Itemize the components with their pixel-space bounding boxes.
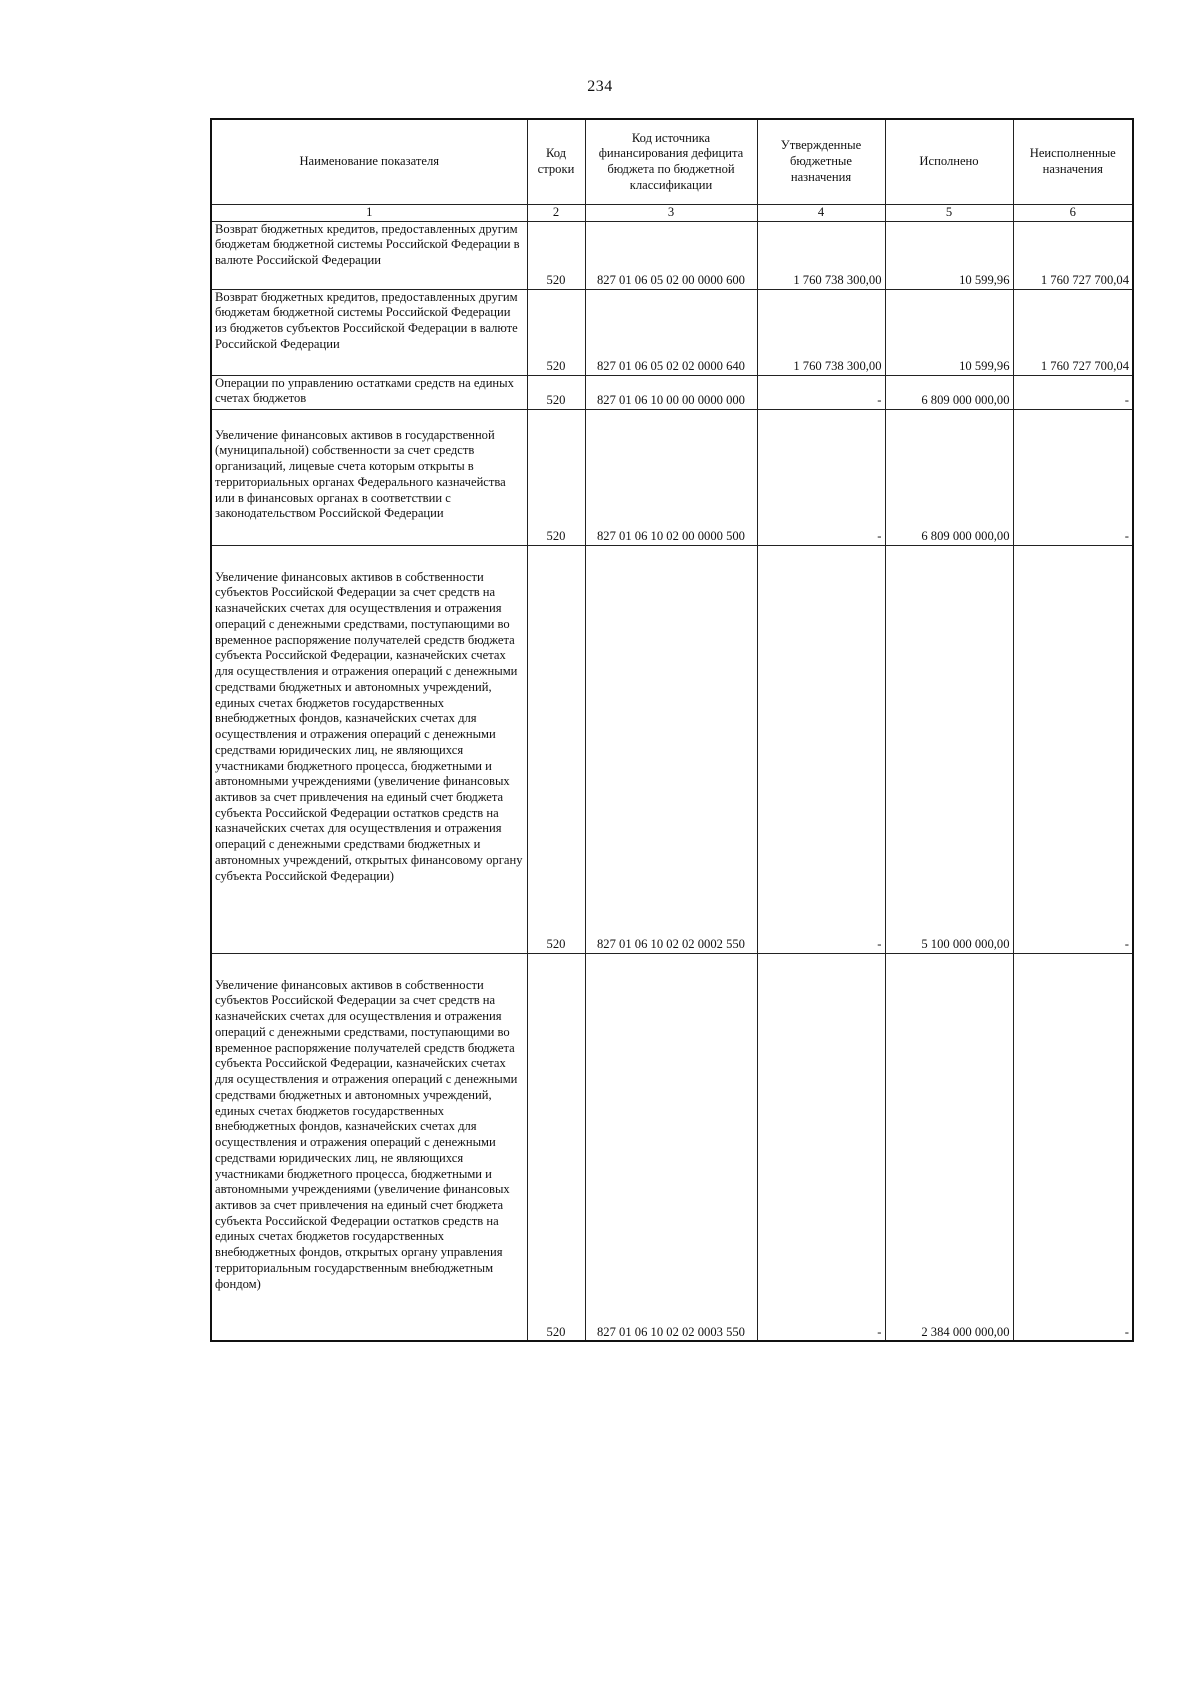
row-line-code: 520 (527, 221, 585, 289)
row-source-code: 827 01 06 05 02 00 0000 600 (585, 221, 757, 289)
row-line-code: 520 (527, 953, 585, 1341)
row-source-code: 827 01 06 10 02 02 0003 550 (585, 953, 757, 1341)
col-header-line-code: Код строки (527, 119, 585, 205)
row-unexecuted: 1 760 727 700,04 (1013, 221, 1133, 289)
row-approved: - (757, 409, 885, 545)
col-header-executed: Исполнено (885, 119, 1013, 205)
col-header-name: Наименование показателя (211, 119, 527, 205)
row-source-code: 827 01 06 10 02 02 0002 550 (585, 545, 757, 953)
row-executed: 6 809 000 000,00 (885, 409, 1013, 545)
row-source-code: 827 01 06 10 02 00 0000 500 (585, 409, 757, 545)
row-approved: 1 760 738 300,00 (757, 289, 885, 375)
row-unexecuted: 1 760 727 700,04 (1013, 289, 1133, 375)
row-unexecuted: - (1013, 953, 1133, 1341)
row-source-code: 827 01 06 10 00 00 0000 000 (585, 375, 757, 409)
row-executed: 10 599,96 (885, 289, 1013, 375)
table-row (211, 289, 1133, 375)
row-name: Увеличение финансовых активов в собственности субъектов Российской Федерации за счет средств на казначейских счетах для осуществления и отражения операций с денежными средствами, поступающими во временное распоряжение получателей средств бюджета субъекта Российской Федерации, казначейских счетах для осуществления и отражения операций с денежными средствами бюджетных и автономных учреждений, единых счетах бюджетов государственных внебюджетных фондов, казначейских счетах для осуществления и отражения операций с денежными средствами юридических лиц, не являющихся участниками бюджетного процесса, бюджетными и автономными учреждениями (увеличение финансовых активов за счет привлечения на единый счет бюджета субъекта Российской Федерации остатков средств на казначейских счетах для осуществления и отражения операций с денежными средствами бюджетных и автономных учреждений, открытых финансовому органу субъекта Российской Федерации) (211, 545, 527, 953)
row-executed: 5 100 000 000,00 (885, 545, 1013, 953)
row-name: Увеличение финансовых активов в государственной (муниципальной) собственности за счет средств организаций, лицевые счета которым открыты в территориальных органах Федерального казначейства или в финансовых органах в соответствии с законодательством Российской Федерации (211, 409, 527, 545)
col-header-source-code: Код источника финансирования дефицита бюджета по бюджетной классификации (585, 119, 757, 205)
col-header-approved: Утвержденные бюджетные назначения (757, 119, 885, 205)
row-line-code: 520 (527, 289, 585, 375)
row-source-code: 827 01 06 05 02 02 0000 640 (585, 289, 757, 375)
col-number: 6 (1013, 205, 1133, 222)
row-unexecuted: - (1013, 545, 1133, 953)
table-row (211, 221, 1133, 289)
row-line-code: 520 (527, 375, 585, 409)
table-row (211, 409, 1133, 545)
col-header-unexecuted: Неисполненные назначения (1013, 119, 1133, 205)
col-number: 1 (211, 205, 527, 222)
row-approved: - (757, 953, 885, 1341)
col-number: 4 (757, 205, 885, 222)
col-number: 3 (585, 205, 757, 222)
row-executed: 10 599,96 (885, 221, 1013, 289)
header-row (211, 119, 1133, 205)
row-executed: 2 384 000 000,00 (885, 953, 1013, 1341)
row-name: Операции по управлению остатками средств на единых счетах бюджетов (211, 375, 527, 409)
row-name: Возврат бюджетных кредитов, предоставленных другим бюджетам бюджетной системы Российской Федерации в валюте Российской Федерации (211, 221, 527, 289)
table-row (211, 545, 1133, 953)
row-name: Увеличение финансовых активов в собственности субъектов Российской Федерации за счет средств на казначейских счетах для осуществления и отражения операций с денежными средствами, поступающими во временное распоряжение получателей средств бюджета субъекта Российской Федерации, казначейских счетах для осуществления и отражения операций с денежными средствами бюджетных и автономных учреждений, единых счетах бюджетов государственных внебюджетных фондов, казначейских счетах для осуществления и отражения операций с денежными средствами юридических лиц, не являющихся участниками бюджетного процесса, бюджетными и автономными учреждениями (увеличение финансовых активов за счет привлечения на единый счет бюджета субъекта Российской Федерации остатков средств на единых счетах бюджетов государственных внебюджетных фондов, открытых органу управления территориальным государственным внебюджетным фондом) (211, 953, 527, 1341)
column-number-row (211, 205, 1133, 222)
row-line-code: 520 (527, 409, 585, 545)
row-name: Возврат бюджетных кредитов, предоставленных другим бюджетам бюджетной системы Российской Федерации из бюджетов субъектов Российской Федерации в валюте Российской Федерации (211, 289, 527, 375)
row-approved: - (757, 375, 885, 409)
row-unexecuted: - (1013, 375, 1133, 409)
col-number: 5 (885, 205, 1013, 222)
col-number: 2 (527, 205, 585, 222)
report-table (210, 118, 1134, 1342)
page-number: 234 (587, 78, 613, 95)
table-row (211, 953, 1133, 1341)
row-executed: 6 809 000 000,00 (885, 375, 1013, 409)
row-unexecuted: - (1013, 409, 1133, 545)
table-row (211, 375, 1133, 409)
row-approved: 1 760 738 300,00 (757, 221, 885, 289)
row-line-code: 520 (527, 545, 585, 953)
row-approved: - (757, 545, 885, 953)
